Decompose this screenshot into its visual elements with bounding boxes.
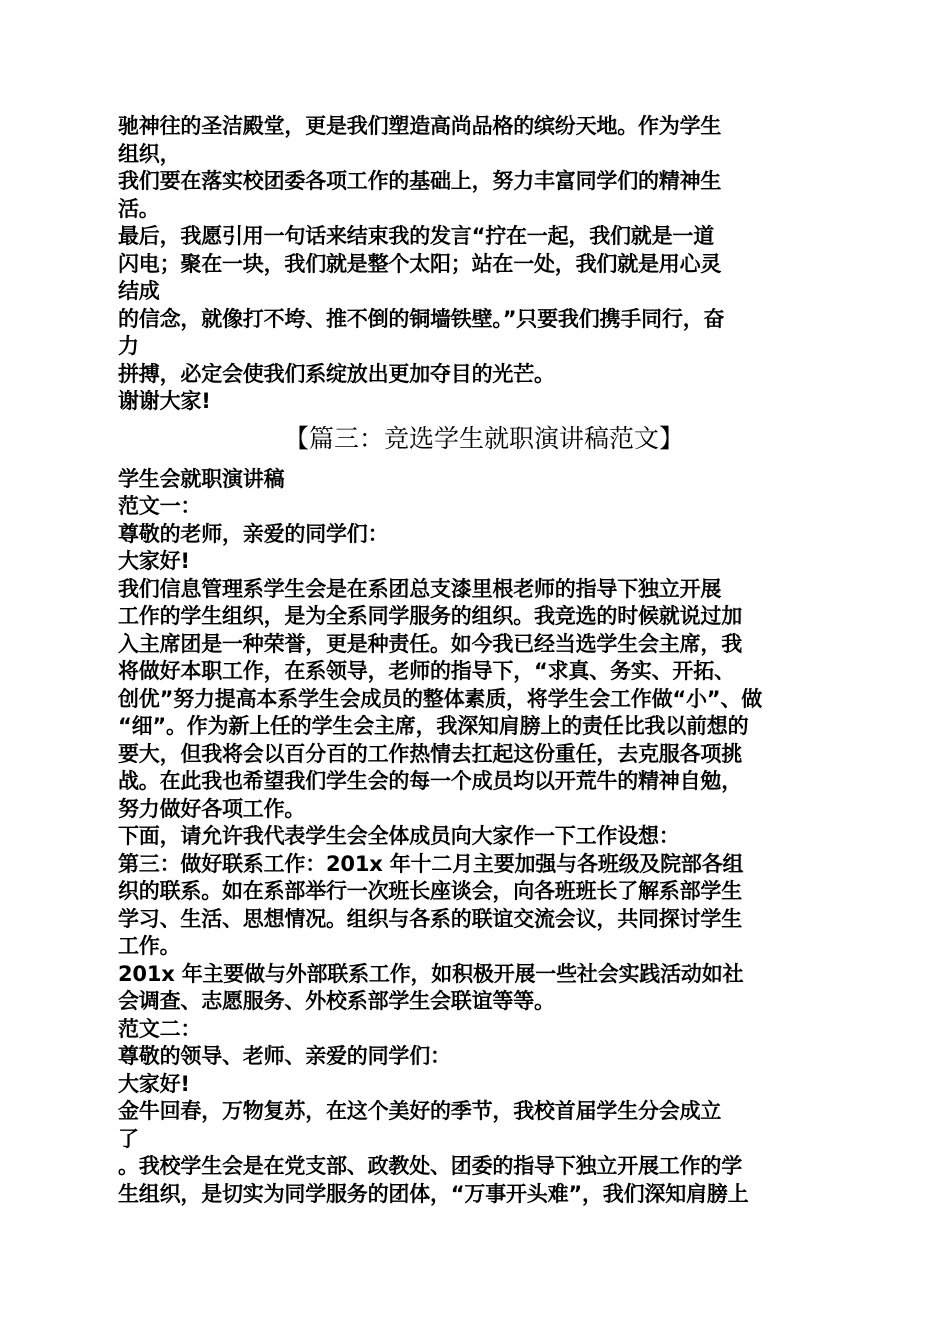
text-line: 创优”努力提高本系学生会成员的整体素质，将学生会工作做“小”、做 xyxy=(118,686,763,711)
text-line: 努力做好各项工作。 xyxy=(118,796,306,821)
text-line: 学习、生活、思想情况。组织与各系的联谊交流会议，共同探讨学生 xyxy=(118,906,742,931)
text-line: 我们要在落实校团委各项工作的基础上，努力丰富同学们的精神生 xyxy=(118,169,722,193)
text-line: 组织， xyxy=(118,141,181,166)
text-line: 工作的学生组织，是为全系同学服务的组织。我竞选的时候就说过加 xyxy=(118,604,742,628)
text-line: 下面，请允许我代表学生会全体成员向大家作一下工作设想： xyxy=(118,824,680,848)
text-line: 201x 年主要做与外部联系工作，如积极开展一些社会实践活动如社 xyxy=(118,961,744,986)
text-line: 第三：做好联系工作：201x 年十二月主要加强与各班级及院部各组 xyxy=(118,851,744,876)
text-line: 我们信息管理系学生会是在系团总支漆里根老师的指导下独立开展 xyxy=(118,576,722,601)
text-line: 范文一： xyxy=(118,494,202,518)
text-line: “细”。作为新上任的学生会主席，我深知肩膀上的责任比我以前想的 xyxy=(118,714,749,738)
text-line: 拼搏，必定会使我们系绽放出更加夺目的光芒。 xyxy=(118,361,555,386)
text-line: 尊敬的领导、老师、亲爱的同学们： xyxy=(118,1044,451,1068)
text-line: 最后，我愿引用一句话来结束我的发言“拧在一起，我们就是一道 xyxy=(118,224,714,248)
paragraph-block-2 xyxy=(118,466,838,1209)
text-line: 了 xyxy=(118,1126,139,1151)
text-line: 战。在此我也希望我们学生会的每一个成员均以开荒牛的精神自勉， xyxy=(118,769,742,793)
text-line: 活。 xyxy=(118,196,160,221)
text-line: 织的联系。如在系部举行一次班长座谈会，向各班班长了解系部学生 xyxy=(118,879,742,903)
text-line: 范文二： xyxy=(118,1016,202,1041)
text-column xyxy=(118,113,838,1208)
text-line: 学生会就职演讲稿 xyxy=(118,466,285,491)
paragraph-block-1 xyxy=(118,113,838,416)
section-heading: 【篇三：竞选学生就职演讲稿范文】 xyxy=(283,423,684,453)
text-line: 驰神往的圣洁殿堂，更是我们塑造高尚品格的缤纷天地。作为学生 xyxy=(118,114,722,138)
text-line: 金牛回春，万物复苏，在这个美好的季节，我校首届学生分会成立 xyxy=(118,1099,722,1123)
text-line: 。我校学生会是在党支部、政教处、团委的指导下独立开展工作的学 xyxy=(118,1154,742,1178)
text-line: 闪电；聚在一块，我们就是整个太阳；站在一处，我们就是用心灵 xyxy=(118,251,722,276)
text-line: 将做好本职工作，在系领导，老师的指导下，“求真、务实、开拓、 xyxy=(118,659,735,683)
text-line: 入主席团是一种荣誉，更是种责任。如今我已经当选学生会主席，我 xyxy=(118,631,742,656)
text-line: 谢谢大家! xyxy=(118,389,211,413)
text-line: 生组织，是切实为同学服务的团体，“万事开头难”，我们深知肩膀上 xyxy=(118,1181,749,1206)
text-line: 工作。 xyxy=(118,934,181,958)
text-line: 的信念，就像打不垮、推不倒的铜墙铁壁。”只要我们携手同行，奋 xyxy=(118,306,725,331)
text-line: 大家好! xyxy=(118,1071,190,1096)
text-line: 要大，但我将会以百分百的工作热情去扛起这份重任，去克服各项挑 xyxy=(118,741,742,766)
text-line: 力 xyxy=(118,334,139,358)
text-line: 大家好! xyxy=(118,549,190,573)
text-line: 会调查、志愿服务、外校系部学生会联谊等等。 xyxy=(118,989,555,1013)
text-line: 尊敬的老师，亲爱的同学们： xyxy=(118,521,389,546)
text-line: 结成 xyxy=(118,279,160,303)
